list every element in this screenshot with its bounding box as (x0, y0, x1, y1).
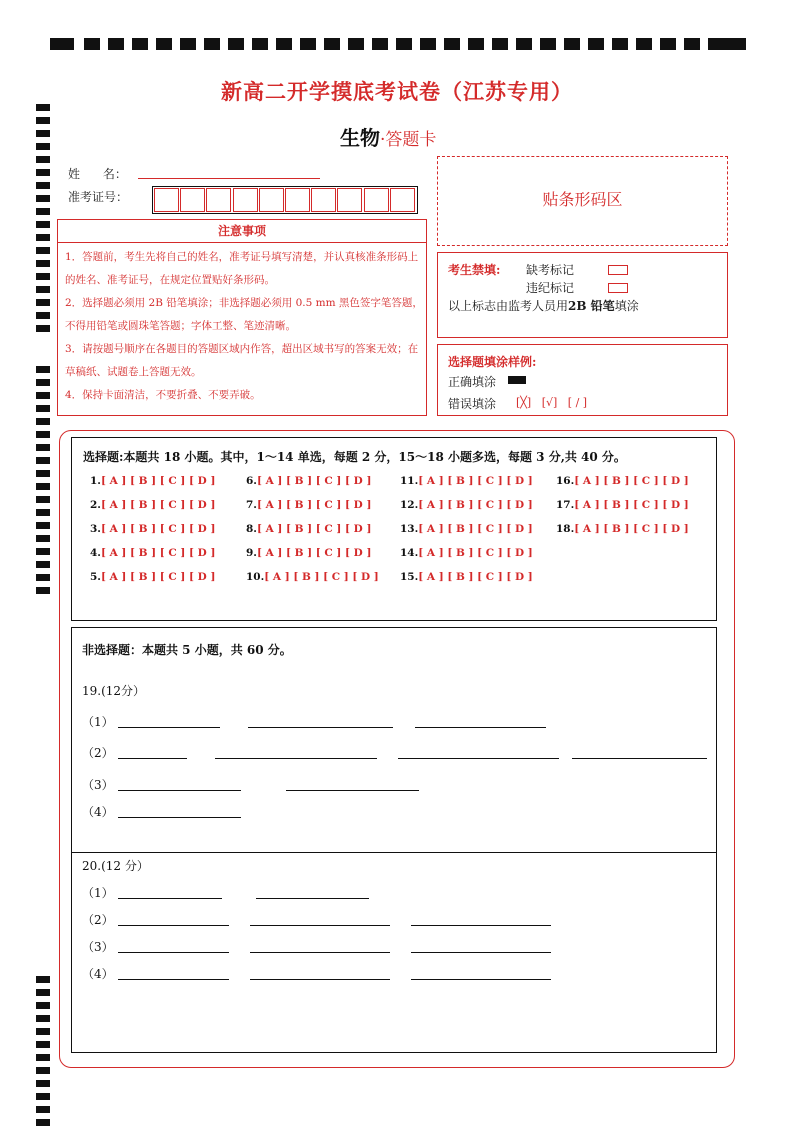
mcq-options[interactable]: [ A ] [ B ] [ C ] [ D ] (100, 571, 216, 583)
q20-3-blank-b[interactable] (250, 952, 390, 953)
timing-mark (588, 38, 604, 50)
nonmcq-section (71, 627, 717, 1053)
id-label: 准考证号： (68, 190, 129, 204)
timing-mark (36, 496, 50, 503)
q19-2-blank-b[interactable] (215, 758, 377, 759)
id-digit-box[interactable] (206, 188, 231, 212)
timing-mark (36, 299, 50, 306)
q19-3-blank-b[interactable] (286, 790, 419, 791)
mcq-question-5[interactable] (90, 571, 215, 583)
mcq-question-13[interactable] (400, 523, 533, 535)
notice-box (57, 219, 427, 416)
mcq-number: 2. (90, 499, 101, 511)
mcq-number: 15. (400, 571, 419, 583)
timing-marks-top (50, 38, 746, 52)
timing-mark (36, 1028, 50, 1035)
timing-mark (36, 117, 50, 124)
timing-mark (108, 38, 124, 50)
timing-mark (36, 392, 50, 399)
timing-mark (36, 234, 50, 241)
name-label: 姓 名： (68, 167, 127, 181)
subject-dot: · (380, 130, 386, 150)
mcq-number: 16. (556, 475, 575, 487)
q19-2-blank-a[interactable] (118, 758, 187, 759)
timing-mark (204, 38, 220, 50)
forbid-box (437, 252, 728, 338)
q20-4-blank-b[interactable] (250, 979, 390, 980)
mcq-section (71, 437, 717, 621)
mcq-options[interactable]: [ A ] [ B ] [ C ] [ D ] (418, 547, 533, 559)
timing-mark (36, 260, 50, 267)
timing-mark (156, 38, 172, 50)
q20-label: 20.(12 分） (82, 859, 149, 873)
timing-mark (348, 38, 364, 50)
forbid-label: 考生禁填: (448, 263, 501, 277)
mcq-options[interactable]: [ A ] [ B ] [ C ] [ D ] (574, 475, 689, 487)
violation-mark-box[interactable] (608, 283, 628, 293)
q19-1-blank-c[interactable] (415, 727, 546, 728)
mcq-number: 11. (400, 475, 419, 487)
timing-mark (36, 1015, 50, 1022)
timing-mark (252, 38, 268, 50)
mcq-number: 4. (90, 547, 101, 559)
timing-mark (36, 195, 50, 202)
q19-1-blank-b[interactable] (248, 727, 393, 728)
id-digit-box[interactable] (285, 188, 310, 212)
id-digit-box[interactable] (364, 188, 389, 212)
mcq-question-17[interactable] (556, 499, 689, 511)
timing-mark (132, 38, 148, 50)
timing-mark (36, 405, 50, 412)
mcq-options[interactable]: [ A ] [ B ] [ C ] [ D ] (256, 547, 372, 559)
timing-mark (36, 247, 50, 254)
mcq-options[interactable]: [ A ] [ B ] [ C ] [ D ] (256, 475, 372, 487)
absent-mark-box[interactable] (608, 265, 628, 275)
wrong-fill-samples: [╳] [√] [ / ] (516, 396, 588, 409)
mcq-number: 6. (246, 475, 257, 487)
mcq-question-11[interactable] (400, 475, 533, 487)
timing-mark (660, 38, 676, 50)
timing-mark (276, 38, 292, 50)
q20-1-blank-b[interactable] (256, 898, 369, 899)
correct-label: 正确填涂 (448, 375, 497, 389)
mcq-options[interactable]: [ A ] [ B ] [ C ] [ D ] (100, 499, 216, 511)
mcq-options[interactable]: [ A ] [ B ] [ C ] [ D ] (418, 571, 533, 583)
timing-mark (36, 418, 50, 425)
mcq-question-8[interactable] (246, 523, 371, 535)
forbid-note (448, 297, 639, 314)
wrong-label: 错误填涂 (448, 397, 497, 411)
q19-part-3: （3） (82, 778, 114, 792)
mcq-number: 5. (90, 571, 101, 583)
timing-mark (36, 312, 50, 319)
q19-label: 19.(12分） (82, 684, 146, 698)
q19-3-blank-a[interactable] (118, 790, 241, 791)
q20-4-blank-a[interactable] (118, 979, 229, 980)
q20-part-4: （4） (82, 967, 114, 981)
question-divider (71, 852, 717, 853)
q19-1-blank-a[interactable] (118, 727, 220, 728)
absent-label: 缺考标记 (526, 263, 575, 277)
timing-mark (492, 38, 508, 50)
timing-mark (36, 1002, 50, 1009)
timing-mark (36, 130, 50, 137)
mcq-options[interactable]: [ A ] [ B ] [ C ] [ D ] (574, 499, 689, 511)
timing-mark (36, 1093, 50, 1100)
correct-fill-sample (508, 376, 526, 384)
timing-mark (36, 548, 50, 555)
mcq-number: 3. (90, 523, 101, 535)
mcq-number: 1. (90, 475, 101, 487)
mcq-question-2[interactable] (90, 499, 215, 511)
mcq-options[interactable]: [ A ] [ B ] [ C ] [ D ] (256, 499, 372, 511)
mcq-options[interactable]: [ A ] [ B ] [ C ] [ D ] (418, 499, 533, 511)
timing-mark (36, 1054, 50, 1061)
timing-mark (180, 38, 196, 50)
mcq-options[interactable]: [ A ] [ B ] [ C ] [ D ] (264, 571, 379, 583)
violation-label: 违纪标记 (526, 281, 575, 295)
q19-2-blank-d[interactable] (572, 758, 707, 759)
mcq-question-12[interactable] (400, 499, 533, 511)
timing-mark (36, 169, 50, 176)
mcq-question-9[interactable] (246, 547, 371, 559)
mcq-options[interactable]: [ A ] [ B ] [ C ] [ D ] (418, 475, 533, 487)
timing-mark (36, 143, 50, 150)
subject-title (340, 122, 436, 151)
id-digit-box[interactable] (390, 188, 415, 212)
mcq-question-4[interactable] (90, 547, 215, 559)
notice-item-1: 1．答题前，考生先将自己的姓名，准考证号填写清楚，并认真核准条形码上的姓名、准考证号，在规定位置贴好条形码。 (65, 251, 419, 286)
timing-mark (444, 38, 460, 50)
fill-sample-box (437, 344, 728, 416)
mcq-heading: 选择题:本题共 18 小题。其中，1～14 单选，每题 2 分，15～18 小题多选，每题 3 分,共 40 分。 (83, 450, 626, 464)
timing-mark (36, 156, 50, 163)
q19-4-blank-a[interactable] (118, 817, 241, 818)
forbid-note-bold: 2B 铅笔 (568, 299, 615, 313)
timing-mark (36, 470, 50, 477)
q20-1-blank-a[interactable] (118, 898, 222, 899)
q20-part-1: （1） (82, 886, 114, 900)
q20-3-blank-c[interactable] (411, 952, 551, 953)
mcq-question-7[interactable] (246, 499, 371, 511)
mcq-question-1[interactable] (90, 475, 215, 487)
timing-mark (36, 1106, 50, 1113)
id-digit-box[interactable] (180, 188, 205, 212)
q20-part-2: （2） (82, 913, 114, 927)
timing-mark (36, 182, 50, 189)
q19-part-1: （1） (82, 715, 114, 729)
q20-part-3: （3） (82, 940, 114, 954)
timing-mark (36, 431, 50, 438)
timing-mark (468, 38, 484, 50)
mcq-number: 7. (246, 499, 257, 511)
mcq-number: 12. (400, 499, 419, 511)
exam-title: 新高二开学摸底考试卷（江苏专用） (221, 79, 573, 104)
timing-mark (36, 208, 50, 215)
sample-label: 选择题填涂样例: (448, 355, 537, 369)
notice-heading: 注意事项 (58, 220, 426, 243)
mcq-options[interactable]: [ A ] [ B ] [ C ] [ D ] (100, 475, 216, 487)
timing-mark (36, 522, 50, 529)
mcq-number: 9. (246, 547, 257, 559)
notice-item-2: 2．选择题必须用 2B 铅笔填涂；非选择题必须用 0.5 mm 黑色签字笔答题，不得用铅笔或圆珠笔答题；字体工整、笔迹清晰。 (65, 297, 423, 332)
notice-item-3: 3．请按题号顺序在各题目的答题区域内作答，超出区域书写的答案无效；在草稿纸、试题卷上答题无效。 (65, 343, 419, 378)
timing-mark (420, 38, 436, 50)
timing-mark (36, 221, 50, 228)
subject-name: 生物 (340, 126, 380, 150)
timing-mark (36, 1080, 50, 1087)
q19-part-2: （2） (82, 746, 114, 760)
forbid-note-post: 填涂 (614, 299, 639, 313)
timing-mark (564, 38, 580, 50)
timing-mark (36, 1041, 50, 1048)
mcq-number: 13. (400, 523, 419, 535)
timing-mark (50, 38, 74, 50)
timing-mark (36, 574, 50, 581)
mcq-number: 8. (246, 523, 257, 535)
timing-mark (36, 989, 50, 996)
answer-card-label: 答题卡 (385, 130, 437, 150)
mcq-number: 14. (400, 547, 419, 559)
q20-3-blank-a[interactable] (118, 952, 229, 953)
timing-mark (36, 976, 50, 983)
timing-mark (36, 509, 50, 516)
q20-2-blank-c[interactable] (411, 925, 551, 926)
timing-mark (36, 444, 50, 451)
mcq-number: 10. (246, 571, 265, 583)
timing-mark (36, 286, 50, 293)
mcq-question-14[interactable] (400, 547, 533, 559)
notice-item-4: 4．保持卡面清洁，不要折叠、不要弄破。 (65, 389, 261, 401)
timing-mark (300, 38, 316, 50)
timing-mark (36, 483, 50, 490)
id-digit-box[interactable] (233, 188, 258, 212)
barcode-area: 贴条形码区 (437, 156, 728, 246)
timing-mark (396, 38, 412, 50)
id-digit-box[interactable] (259, 188, 284, 212)
mcq-options[interactable]: [ A ] [ B ] [ C ] [ D ] (418, 523, 533, 535)
mcq-question-6[interactable] (246, 475, 371, 487)
mcq-options[interactable]: [ A ] [ B ] [ C ] [ D ] (100, 523, 216, 535)
id-digit-box[interactable] (311, 188, 336, 212)
timing-mark (36, 379, 50, 386)
mcq-question-15[interactable] (400, 571, 533, 583)
timing-mark (36, 587, 50, 594)
mcq-number: 18. (556, 523, 575, 535)
timing-mark (684, 38, 700, 50)
mcq-question-10[interactable] (246, 571, 379, 583)
mcq-options[interactable]: [ A ] [ B ] [ C ] [ D ] (256, 523, 372, 535)
mcq-question-3[interactable] (90, 523, 215, 535)
forbid-note-pre: 以上标志由监考人员用 (448, 299, 569, 313)
q20-4-blank-c[interactable] (411, 979, 551, 980)
timing-mark (722, 38, 746, 50)
timing-mark (516, 38, 532, 50)
timing-mark (36, 366, 50, 373)
nonmcq-heading: 非选择题：本题共 5 小题，共 60 分。 (82, 643, 292, 657)
timing-mark (36, 561, 50, 568)
timing-mark (36, 1119, 50, 1126)
q20-2-blank-a[interactable] (118, 925, 229, 926)
timing-mark (228, 38, 244, 50)
q20-2-blank-b[interactable] (250, 925, 390, 926)
timing-mark (36, 1067, 50, 1074)
timing-mark (36, 457, 50, 464)
timing-mark (612, 38, 628, 50)
mcq-question-16[interactable] (556, 475, 689, 487)
timing-mark (36, 535, 50, 542)
mcq-number: 17. (556, 499, 575, 511)
timing-mark (36, 273, 50, 280)
timing-mark (540, 38, 556, 50)
timing-mark (372, 38, 388, 50)
timing-mark (84, 38, 100, 50)
mcq-options[interactable]: [ A ] [ B ] [ C ] [ D ] (574, 523, 689, 535)
q19-2-blank-c[interactable] (398, 758, 559, 759)
name-field[interactable] (138, 178, 320, 179)
id-digit-box[interactable] (337, 188, 362, 212)
mcq-options[interactable]: [ A ] [ B ] [ C ] [ D ] (100, 547, 216, 559)
timing-mark (36, 325, 50, 332)
mcq-question-18[interactable] (556, 523, 689, 535)
timing-mark (636, 38, 652, 50)
timing-mark (324, 38, 340, 50)
id-digit-box[interactable] (154, 188, 179, 212)
q19-part-4: （4） (82, 805, 114, 819)
